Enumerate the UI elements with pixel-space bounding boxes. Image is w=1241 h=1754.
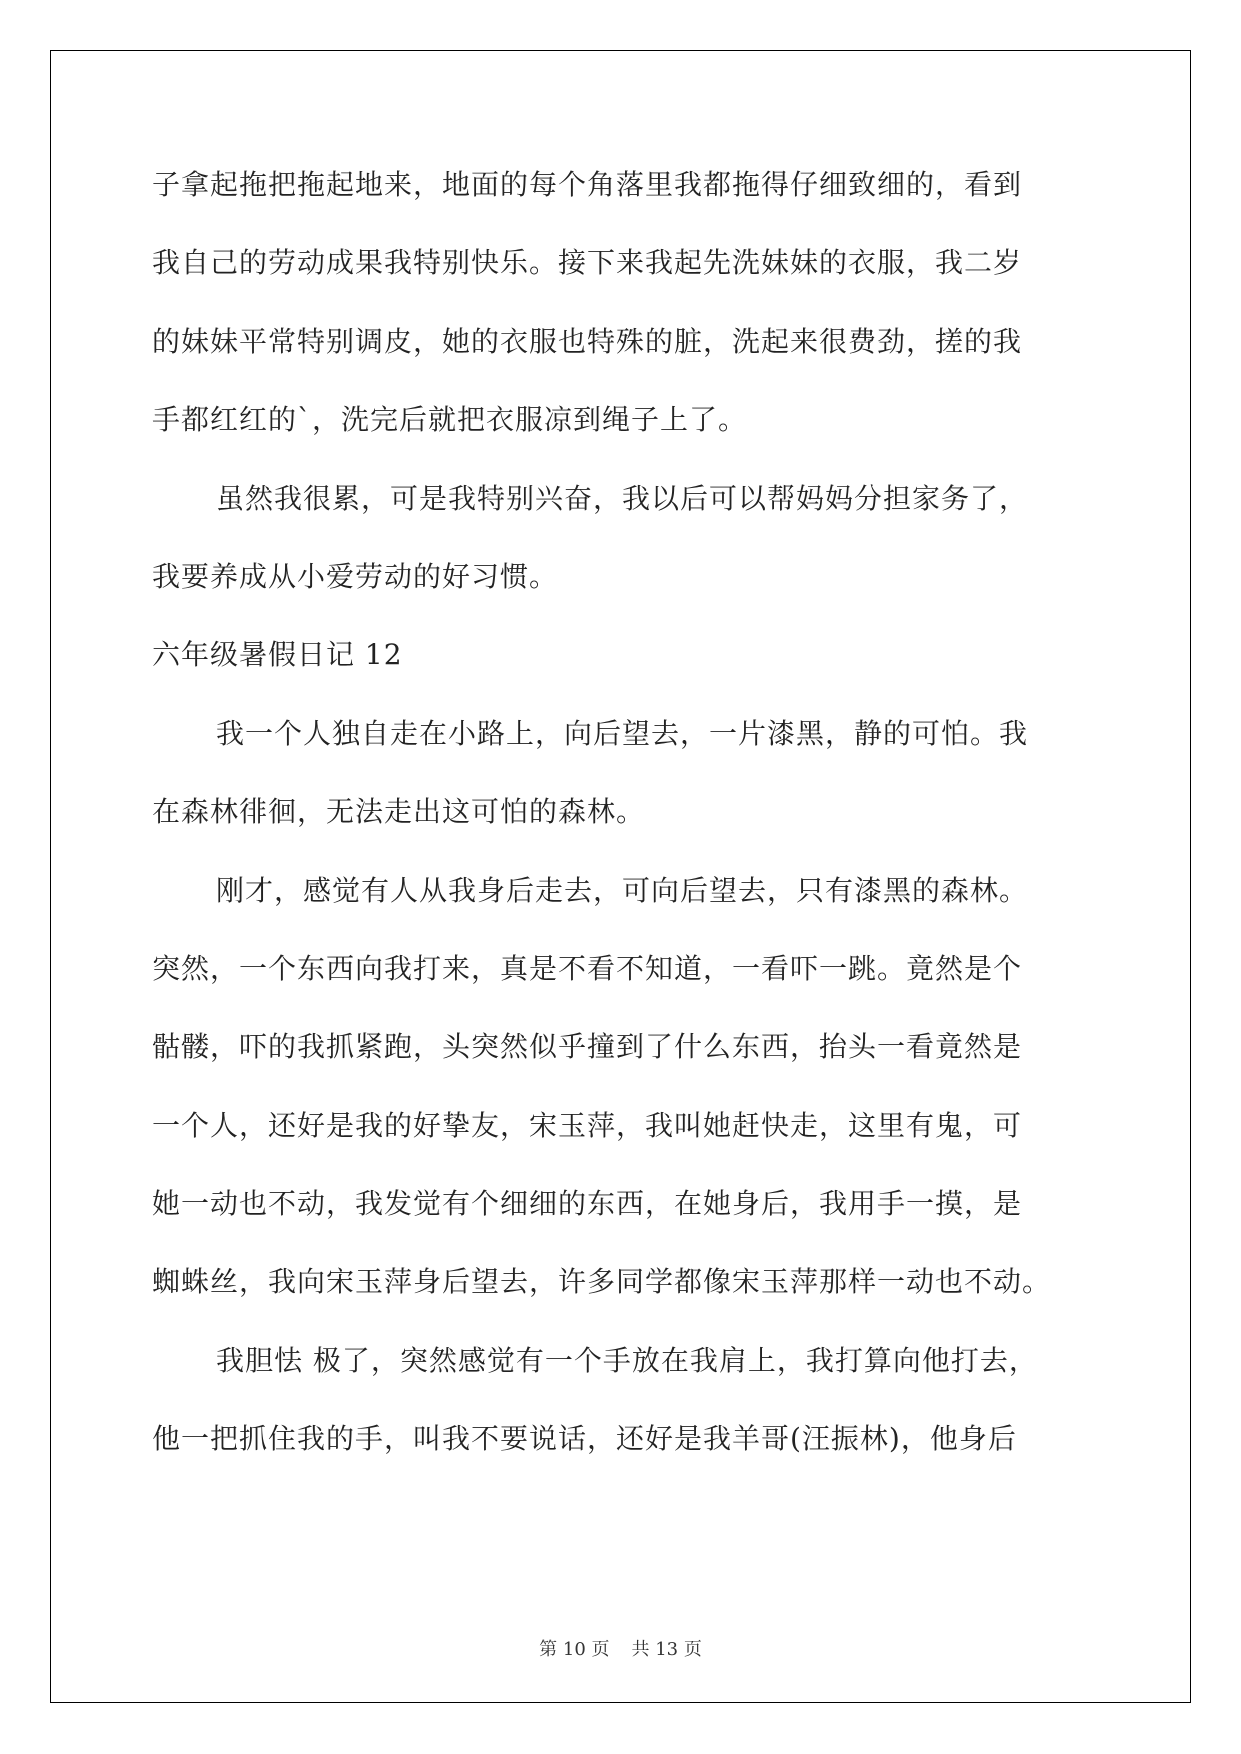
text-line: 骷髅，吓的我抓紧跑，头突然似乎撞到了什么东西，抬头一看竟然是: [152, 1030, 1023, 1064]
text-line: 手都红红的`，洗完后就把衣服凉到绳子上了。: [152, 403, 748, 437]
section-heading: 六年级暑假日记 12: [152, 638, 403, 672]
text-line: 的妹妹平常特别调皮，她的衣服也特殊的脏，洗起来很费劲，搓的我: [152, 324, 1023, 358]
text-line: 突然，一个东西向我打来，真是不看不知道，一看吓一跳。竟然是个: [152, 951, 1023, 985]
text-line: 蜘蛛丝，我向宋玉萍身后望去，许多同学都像宋玉萍那样一动也不动。: [152, 1265, 1052, 1299]
paragraph-start-line: 刚才，感觉有人从我身后走去，可向后望去，只有漆黑的森林。: [216, 873, 1029, 907]
text-line: 我要养成从小爱劳动的好习惯。: [152, 559, 559, 593]
document-body: [152, 160, 1092, 1493]
text-line: 他一把抓住我的手，叫我不要说话，还好是我羊哥(汪振林)，他身后: [152, 1422, 1017, 1456]
page-total: 共 13 页: [631, 1639, 702, 1660]
page-footer: [0, 1635, 1241, 1661]
text-line: 她一动也不动，我发觉有个细细的东西，在她身后，我用手一摸，是: [152, 1187, 1023, 1221]
paragraph-start-line: 虽然我很累，可是我特别兴奋，我以后可以帮妈妈分担家务了，: [216, 481, 1029, 515]
paragraph-start-line: 我胆怯 极了，突然感觉有一个手放在我肩上，我打算向他打去，: [216, 1343, 1038, 1377]
paragraph-start-line: 我一个人独自走在小路上，向后望去，一片漆黑，静的可怕。我: [216, 716, 1029, 750]
page-number: 第 10 页: [539, 1639, 610, 1660]
text-line: 我自己的劳动成果我特别快乐。接下来我起先洗妹妹的衣服，我二岁: [152, 246, 1023, 280]
text-line: 一个人，还好是我的好挚友，宋玉萍，我叫她赶快走，这里有鬼，可: [152, 1108, 1023, 1142]
text-line: 子拿起拖把拖起地来，地面的每个角落里我都拖得仔细致细的，看到: [152, 168, 1023, 201]
text-line: 在森林徘徊，无法走出这可怕的森林。: [152, 795, 646, 829]
